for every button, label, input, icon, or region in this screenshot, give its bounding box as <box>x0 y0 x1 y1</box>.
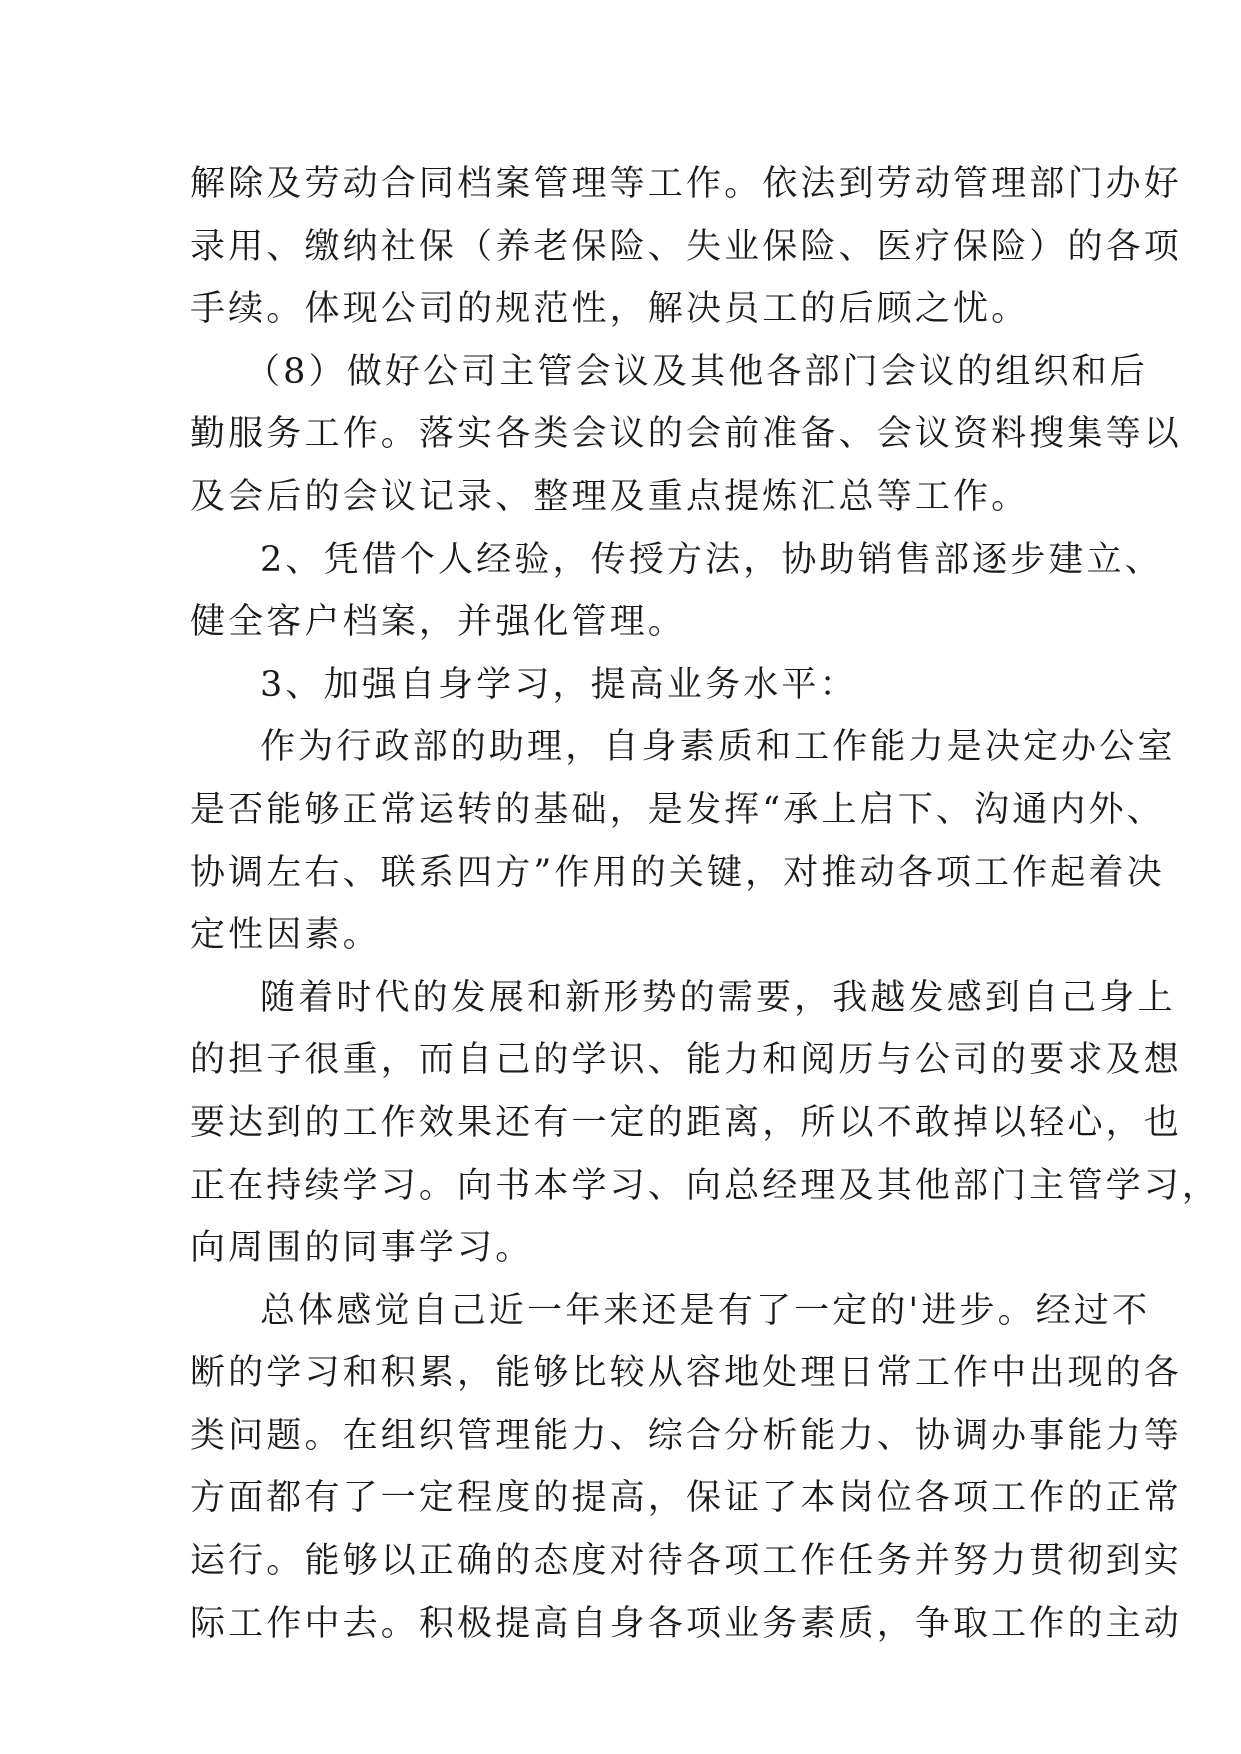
text-line: 解除及劳动合同档案管理等工作。依法到劳动管理部门办好 <box>190 164 1182 204</box>
text-line: 际工作中去。积极提高自身各项业务素质，争取工作的主动 <box>190 1603 1182 1644</box>
text-line: 总体感觉自己近一年来还是有了一定的'进步。经过不 <box>260 1290 1151 1331</box>
body-text <box>190 153 1221 1655</box>
text-line: 录用、缴纳社保（养老保险、失业保险、医疗保险）的各项 <box>190 226 1182 267</box>
text-line: 是否能够正常运转的基础，是发挥“承上启下、沟通内外、 <box>190 789 1165 830</box>
text-line: 正在持续学习。向书本学习、向总经理及其他部门主管学习， <box>190 1165 1221 1206</box>
text-line: 及会后的会议记录、整理及重点提炼汇总等工作。 <box>190 476 1030 517</box>
text-line: 断的学习和积累，能够比较从容地处理日常工作中出现的各 <box>190 1353 1182 1394</box>
text-line: 的担子很重，而自己的学识、能力和阅历与公司的要求及想 <box>190 1040 1182 1081</box>
text-line: 向周围的同事学习。 <box>190 1228 534 1269</box>
text-line: 协调左右、联系四方”作用的关键，对推动各项工作起着决 <box>190 852 1165 893</box>
text-line: 类问题。在组织管理能力、综合分析能力、协调办事能力等 <box>190 1415 1182 1456</box>
text-line: （8）做好公司主管会议及其他各部门会议的组织和后 <box>245 351 1148 392</box>
text-line: 方面都有了一定程度的提高，保证了本岗位各项工作的正常 <box>190 1478 1182 1519</box>
text-line: 3、加强自身学习，提高业务水平： <box>260 664 858 705</box>
text-line: 2、凭借个人经验，传授方法，协助销售部逐步建立、 <box>260 539 1163 580</box>
text-line: 手续。体现公司的规范性，解决员工的后顾之忧。 <box>190 289 1030 330</box>
text-line: 健全客户档案，并强化管理。 <box>190 602 686 643</box>
text-line: 勤服务工作。落实各类会议的会前准备、会议资料搜集等以 <box>190 414 1182 455</box>
text-line: 定性因素。 <box>190 915 381 956</box>
text-line: 随着时代的发展和新形势的需要，我越发感到自己身上 <box>260 977 1176 1018</box>
text-line: 要达到的工作效果还有一定的距离，所以不敢掉以轻心，也 <box>190 1102 1182 1143</box>
text-line: 运行。能够以正确的态度对待各项工作任务并努力贯彻到实 <box>190 1541 1182 1582</box>
text-line: 作为行政部的助理，自身素质和工作能力是决定办公室 <box>260 727 1176 768</box>
